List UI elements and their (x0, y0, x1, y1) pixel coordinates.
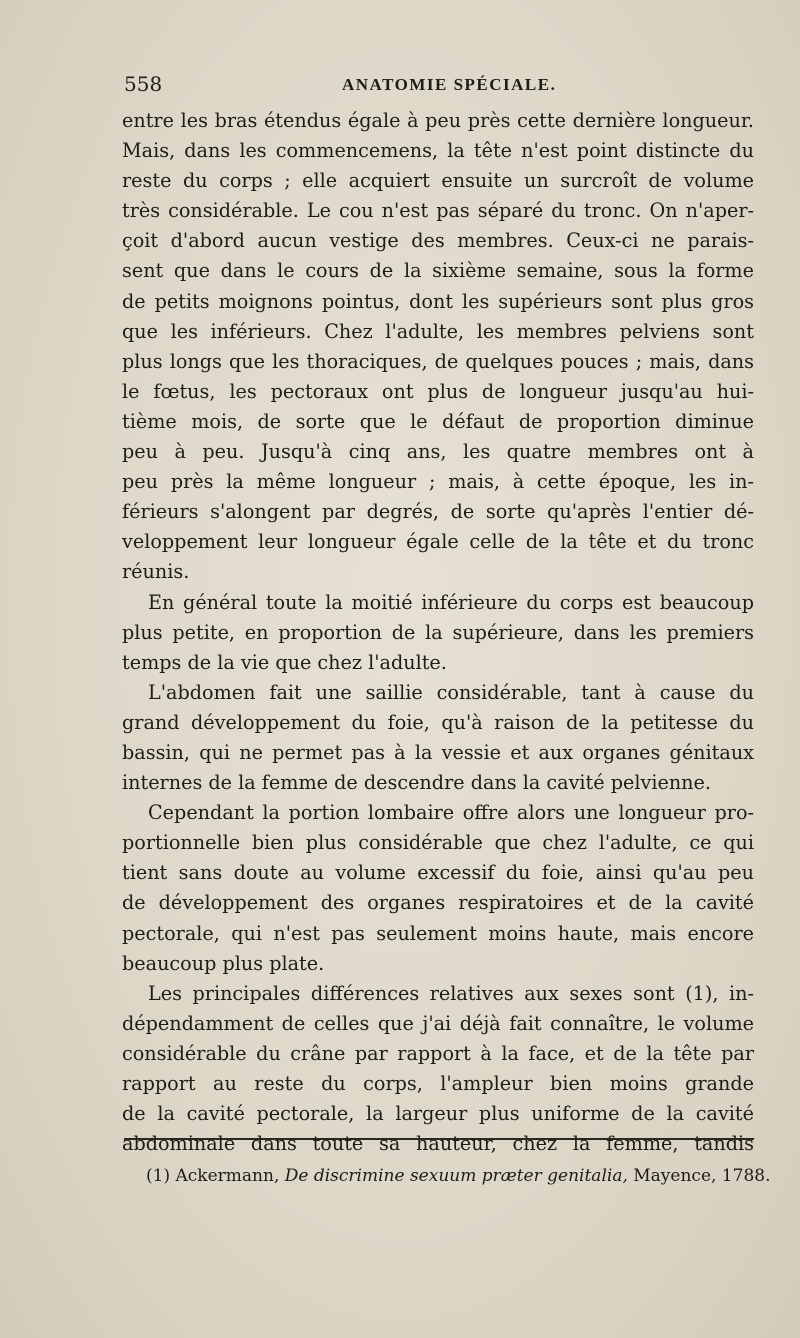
text-line: tient sans doute au volume excessif du foie, ainsi qu'au peu (122, 861, 754, 885)
text-line: sent que dans le cours de la sixième semaine, sous la forme (122, 259, 754, 283)
text-line: çoit d'abord aucun vestige des membres. Ceux-ci ne parais- (122, 229, 754, 253)
footnote (146, 1166, 771, 1186)
text-line: tième mois, de sorte que le défaut de proportion diminue (122, 409, 754, 433)
text-line: peu près la même longueur ; mais, à cette époque, les in- (122, 470, 754, 494)
text-line: plus petite, en proportion de la supérieure, dans les premiers (122, 620, 754, 644)
body-text (122, 106, 754, 1159)
page-number: 558 (124, 72, 163, 96)
text-line: Les principales différences relatives aux sexes sont (1), in- (148, 981, 754, 1005)
text-line: de la cavité pectorale, la largeur plus uniforme de la cavité (122, 1102, 754, 1126)
text-line: bassin, qui ne permet pas à la vessie et aux organes génitaux (122, 740, 754, 764)
text-line: réunis. (122, 560, 190, 584)
footnote-place-date: Mayence, 1788. (633, 1166, 771, 1186)
text-line: considérable du crâne par rapport à la face, et de la tête par (122, 1041, 754, 1065)
text-line: temps de la vie que chez l'adulte. (122, 650, 447, 674)
page-header (124, 72, 754, 102)
text-line: En général toute la moitié inférieure du corps est beaucoup (148, 590, 754, 614)
text-line: très considérable. Le cou n'est pas séparé du tronc. On n'aper- (122, 199, 754, 223)
footnote-title: De discrimine sexuum præter genitalia, (284, 1166, 628, 1186)
text-line: abdominale dans toute sa hauteur, chez la femme, tandis (122, 1132, 754, 1156)
text-line: reste du corps ; elle acquiert ensuite un surcroît de volume (122, 169, 754, 193)
text-line: internes de la femme de descendre dans la cavité pelvienne. (122, 771, 711, 795)
text-line: L'abdomen fait une saillie considérable, tant à cause du (148, 680, 754, 704)
text-line: de développement des organes respiratoires et de la cavité (122, 891, 754, 915)
text-line: Cependant la portion lombaire offre alors une longueur pro- (148, 801, 754, 825)
text-line: peu à peu. Jusqu'à cinq ans, les quatre membres ont à (122, 440, 754, 464)
text-line: veloppement leur longueur égale celle de la tête et du tronc (122, 530, 754, 554)
text-line: beaucoup plus plate. (122, 951, 325, 975)
footnote-author: Ackermann, (175, 1166, 280, 1186)
text-line: le fœtus, les pectoraux ont plus de longueur jusqu'au hui- (122, 379, 754, 403)
text-line: pectorale, qui n'est pas seulement moins haute, mais encore (122, 921, 754, 945)
text-line: entre les bras étendus égale à peu près cette dernière longueur. (122, 109, 754, 132)
text-line: dépendamment de celles que j'ai déjà fait connaître, le volume (122, 1011, 754, 1035)
footnote-marker: (1) (146, 1166, 171, 1186)
text-line: rapport au reste du corps, l'ampleur bien moins grande (122, 1072, 754, 1095)
text-line: Mais, dans les commencemens, la tête n'est point distincte du (122, 139, 754, 163)
footnote-divider (124, 1138, 754, 1140)
running-title: ANATOMIE SPÉCIALE. (342, 75, 557, 94)
text-line: portionnelle bien plus considérable que chez l'adulte, ce qui (122, 831, 754, 855)
text-line: férieurs s'alongent par degrés, de sorte qu'après l'entier dé- (122, 500, 754, 524)
text-line: de petits moignons pointus, dont les supérieurs sont plus gros (122, 289, 754, 313)
text-line: plus longs que les thoraciques, de quelques pouces ; mais, dans (122, 349, 754, 373)
text-line: grand développement du foie, qu'à raison de la petitesse du (122, 710, 754, 734)
text-line: que les inférieurs. Chez l'adulte, les membres pelviens sont (122, 319, 754, 343)
